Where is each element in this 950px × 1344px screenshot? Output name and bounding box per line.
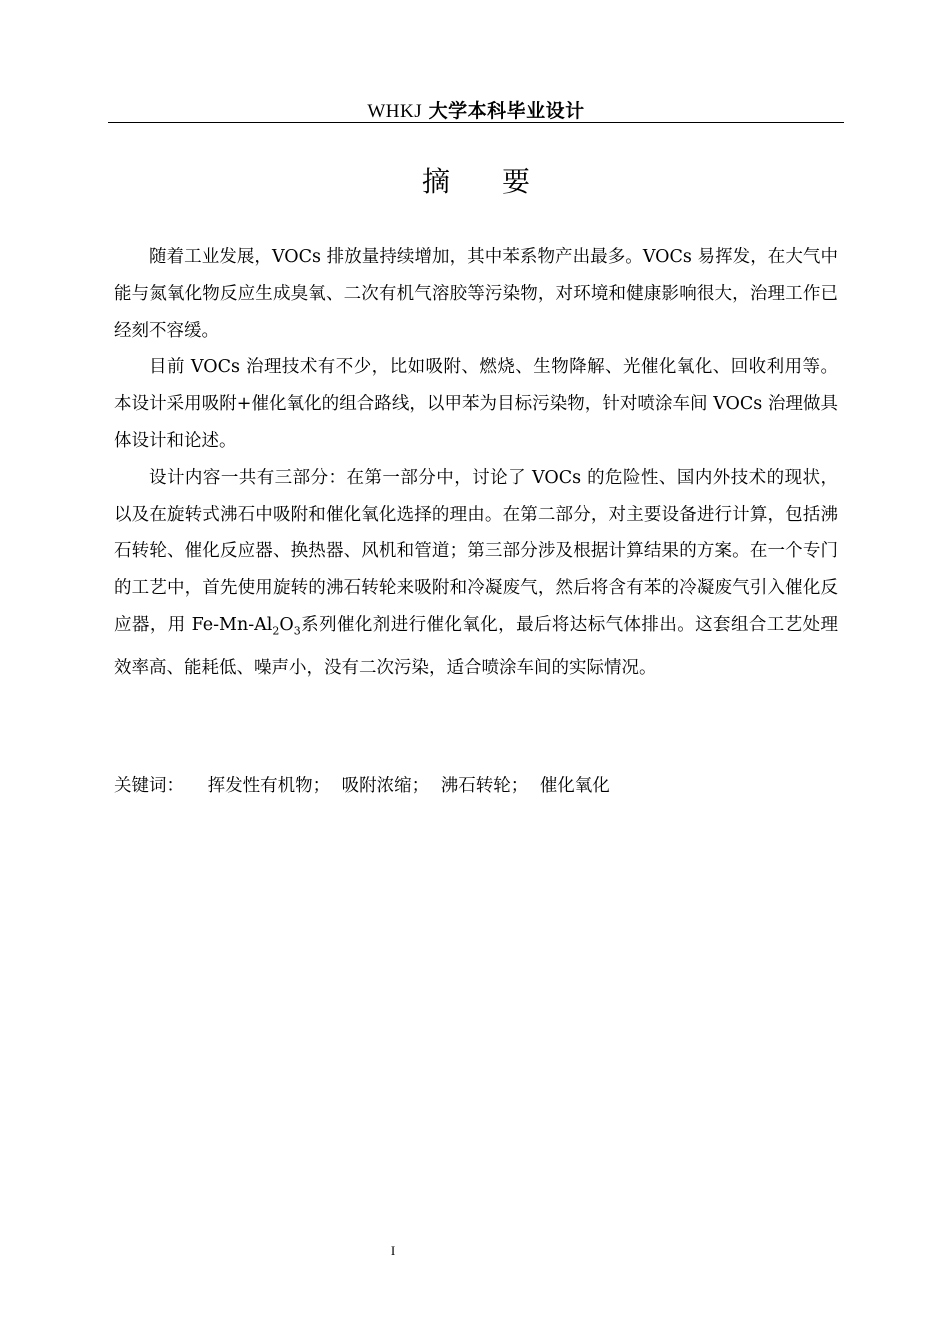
paragraph-1: 随着工业发展，VOCs 排放量持续增加，其中苯系物产出最多。VOCs 易挥发，在大气中能与氮氧化物反应生成臭氧、二次有机气溶胶等污染物，对环境和健康影响很大，治理工作已经刻不容缓。: [114, 247, 838, 341]
keywords-line: [114, 772, 616, 797]
header-title: 大学本科毕业设计: [428, 100, 585, 122]
abstract-body: [114, 239, 838, 687]
keyword-item: 催化氧化: [539, 776, 610, 796]
paragraph-2: 目前 VOCs 治理技术有不少，比如吸附、燃烧、生物降解、光催化氧化、回收利用等。本设计采用吸附+催化氧化的组合路线，以甲苯为目标污染物，针对喷涂车间 VOCs 治理做具体设计和论述。: [114, 357, 838, 451]
page-title: 摘要: [421, 165, 582, 198]
paragraph-3-text-b: 系列催化剂进行催化氧化，最后将达标气体排出。这套组合工艺处理效率高、能耗低、噪声小，没有二次污染，适合喷涂车间的实际情况。: [114, 614, 839, 679]
header-rule: [108, 122, 844, 123]
running-header: [108, 96, 844, 123]
keyword-item: 挥发性有机物；: [207, 776, 331, 796]
keyword-item: 吸附浓缩；: [341, 776, 430, 796]
page-number: I: [390, 1243, 396, 1258]
paragraph-3-text-o: O: [279, 614, 294, 635]
header-latin: WHKJ: [367, 101, 423, 122]
keywords-label: 关键词：: [114, 776, 184, 796]
paragraph-3: [114, 460, 838, 687]
subscript-2: 2: [272, 624, 280, 638]
subscript-3: 3: [293, 624, 301, 638]
keyword-item: 沸石转轮；: [440, 776, 529, 796]
paragraph-3-text-a: 设计内容一共有三部分：在第一部分中，讨论了 VOCs 的危险性、国内外技术的现状，以及在旋转式沸石中吸附和催化氧化选择的理由。在第二部分，对主要设备进行计算，包括沸石转轮、催化反应器、换热器、风机和管道；第三部分涉及根据计算结果的方案。在一个专门的工艺中，首先使用旋转的沸石转轮来吸附和冷凝废气，然后将含有苯的冷凝废气引入催化反应器，用 Fe-Mn-Al: [114, 467, 838, 635]
